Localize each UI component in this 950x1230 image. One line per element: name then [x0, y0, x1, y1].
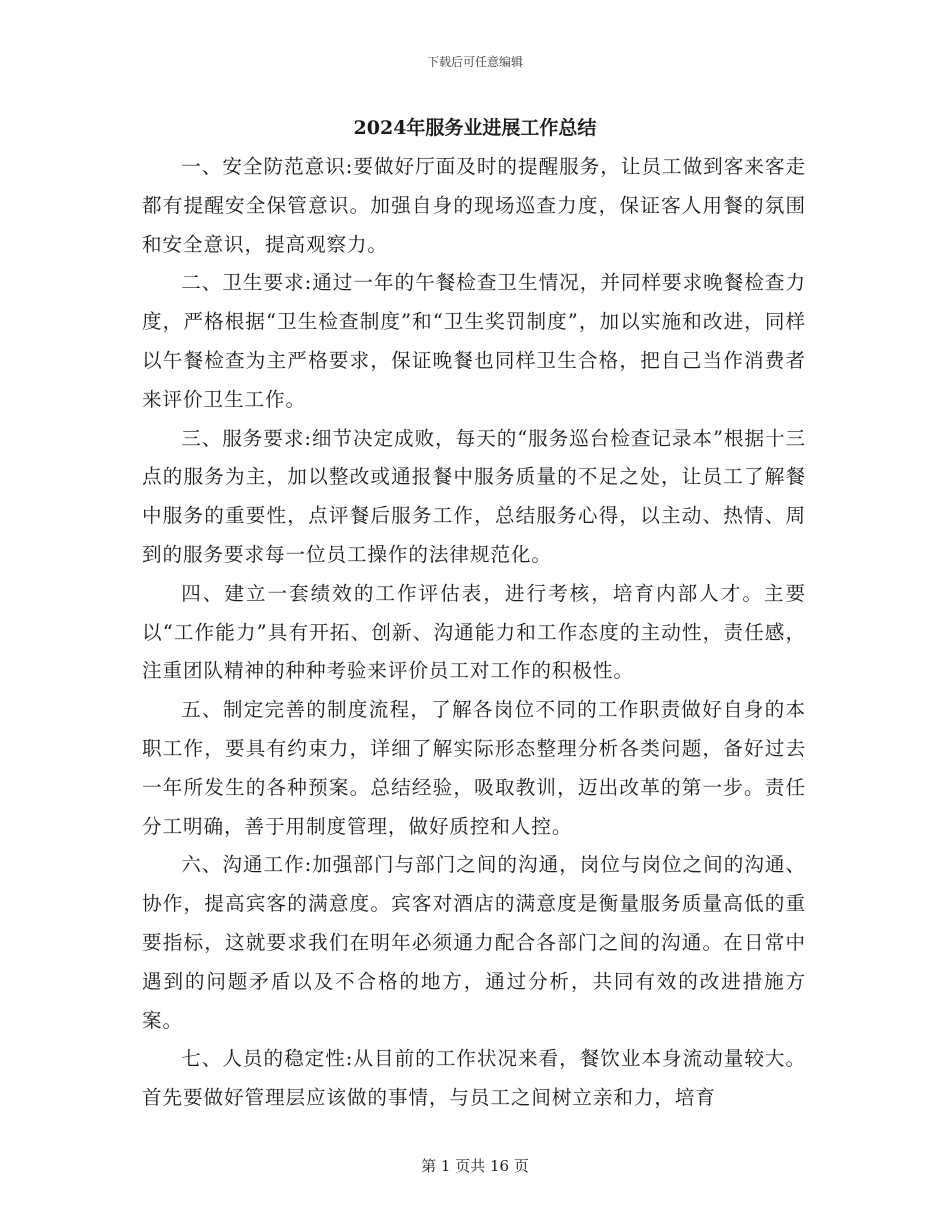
- document-title: 2024年服务业进展工作总结: [353, 117, 597, 139]
- document-body: [142, 148, 806, 1118]
- header-note: 下载后可任意编辑: [426, 55, 523, 69]
- paragraph-5: 五、制定完善的制度流程，了解各岗位不同的工作职责做好自身的本职工作，要具有约束力，详细了解实际形态整理分析各类问题，备好过去一年所发生的各种预案。总结经验，吸取教训，迈出改革的第一步。责任分工明确，善于用制度管理，做好质控和人控。: [142, 698, 806, 838]
- page-number: 第 1 页共 16 页: [421, 1157, 529, 1175]
- paragraph-6: 六、沟通工作:加强部门与部门之间的沟通，岗位与岗位之间的沟通、协作，提高宾客的满意度。宾客对酒店的满意度是衡量服务质量高低的重要指标，这就要求我们在明年必须通力配合各部门之间的沟通。在日常中遇到的问题矛盾以及不合格的地方，通过分析，共同有效的改进措施方案。: [142, 853, 806, 1032]
- paragraph-7: 七、人员的稳定性:从目前的工作状况来看，餐饮业本身流动量较大。首先要做好管理层应该做的事情，与员工之间树立亲和力，培育: [142, 1047, 806, 1110]
- paragraph-1: 一、安全防范意识:要做好厅面及时的提醒服务，让员工做到客来客走都有提醒安全保管意识。加强自身的现场巡查力度，保证客人用餐的氛围和安全意识，提高观察力。: [142, 155, 806, 256]
- paragraph-2: 二、卫生要求:通过一年的午餐检查卫生情况，并同样要求晚餐检查力度，严格根据“卫生检查制度”和“卫生奖罚制度”，加以实施和改进，同样以午餐检查为主严格要求，保证晚餐也同样卫生合格，把自己当作消费者来评价卫生工作。: [142, 271, 806, 411]
- paragraph-3: 三、服务要求:细节决定成败，每天的“服务巡台检查记录本”根据十三点的服务为主，加以整改或通报餐中服务质量的不足之处，让员工了解餐中服务的重要性，点评餐后服务工作，总结服务心得，以主动、热情、周到的服务要求每一位员工操作的法律规范化。: [142, 426, 806, 566]
- paragraph-4: 四、建立一套绩效的工作评估表，进行考核，培育内部人才。主要以“工作能力”具有开拓、创新、沟通能力和工作态度的主动性，责任感，注重团队精神的种种考验来评价员工对工作的积极性。: [142, 581, 806, 683]
